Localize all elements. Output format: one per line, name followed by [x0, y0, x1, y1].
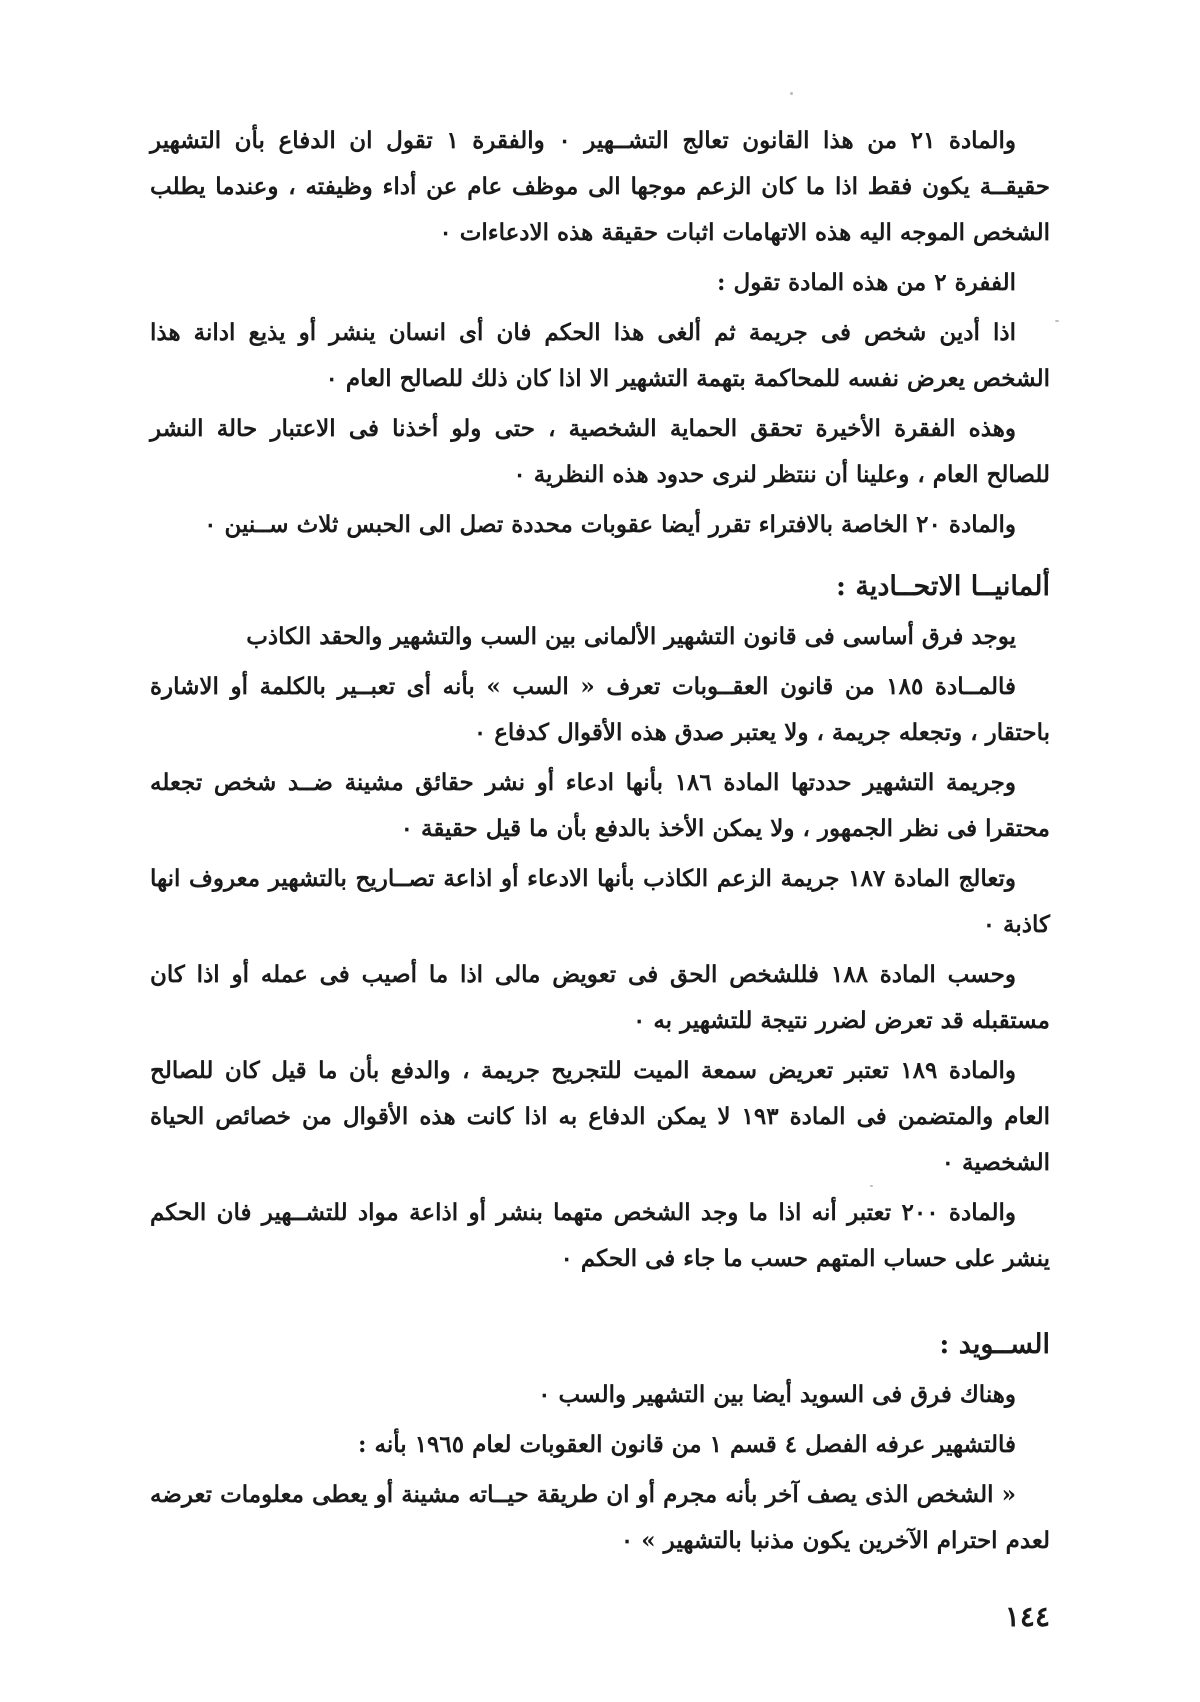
paragraph-german-law-intro: يوجد فرق أساسى فى قانون التشهير الألمانى بين السب والتشهير والحقد الكاذب — [246, 623, 1016, 650]
paragraph-article-188: وحسب المادة ١٨٨ فللشخص الحق فى تعويض مالى اذا ما أصيب فى عمله أو اذا كان مستقبله قد تعرض لضرر نتيجة للتشهير به ٠ — [150, 961, 1050, 1034]
paragraph-article-200: والمادة ٢٠٠ تعتبر أنه اذا ما وجد الشخص متهما بنشر أو اذاعة مواد للتشــهير فان الحكم ينشر على حساب المتهم حسب ما جاء فى الحكم ٠ — [150, 1199, 1050, 1272]
heading-sweden: الســويد : — [939, 1329, 1050, 1360]
scan-speck — [870, 1185, 873, 1187]
paragraph-article-20: والمادة ٢٠ الخاصة بالافتراء تقرر أيضا عقوبات محددة تصل الى الحبس ثلاث ســنين ٠ — [204, 511, 1016, 538]
page-number: ١٤٤ — [1004, 1600, 1050, 1633]
paragraph-article-21: والمادة ٢١ من هذا القانون تعالج التشــهير ٠ والفقرة ١ تقول ان الدفاع بأن التشهير حقيقــة يكون فقط اذا ما كان الزعم موجها الى موظف عام عن أداء وظيفته ، وعندما يطلب الشخص الموجه اليه هذه الاتهامات اثبات حقيقة هذه الادعاءات ٠ — [150, 127, 1050, 246]
paragraph-sweden-definition: فالتشهير عرفه الفصل ٤ قسم ١ من قانون العقوبات لعام ١٩٦٥ بأنه : — [358, 1431, 1016, 1458]
document-page — [150, 118, 1050, 1568]
paragraph-personal-protection: وهذه الفقرة الأخيرة تحقق الحماية الشخصية ، حتى ولو أخذنا فى الاعتبار حالة النشر للصالح العام ، وعلينا أن ننتظر لنرى حدود هذه النظرية ٠ — [150, 415, 1050, 488]
paragraph-sweden-intro: وهناك فرق فى السويد أيضا بين التشهير والسب ٠ — [538, 1381, 1016, 1408]
paragraph-article-189: والمادة ١٨٩ تعتبر تعريض سمعة الميت للتجريح جريمة ، والدفع بأن ما قيل كان للصالح العام والمتضمن فى المادة ١٩٣ لا يمكن الدفاع به اذا كانت هذه الأقوال من خصائص الحياة الشخصية ٠ — [150, 1057, 1050, 1176]
heading-germany: ألمانيــا الاتحــادية : — [836, 571, 1050, 602]
scan-speck — [1055, 320, 1059, 322]
paragraph-article-187: وتعالج المادة ١٨٧ جريمة الزعم الكاذب بأنها الادعاء أو اذاعة تصــاريح بالتشهير معروف انها كاذبة ٠ — [150, 865, 1050, 938]
paragraph-clause-2-text: اذا أدين شخص فى جريمة ثم ألغى هذا الحكم فان أى انسان ينشر أو يذيع ادانة هذا الشخص يعرض نفسه للمحاكمة بتهمة التشهير الا اذا كان ذلك للصالح العام ٠ — [150, 319, 1050, 392]
paragraph-sweden-quote: « الشخص الذى يصف آخر بأنه مجرم أو ان طريقة حيــاته مشينة أو يعطى معلومات تعرضه لعدم احترام الآخرين يكون مذنبا بالتشهير » ٠ — [150, 1481, 1050, 1554]
paragraph-clause-2-intro: الففرة ٢ من هذه المادة تقول : — [716, 269, 1016, 296]
paragraph-article-185: فالمــادة ١٨٥ من قانون العقــوبات تعرف « السب » بأنه أى تعبــير بالكلمة أو الاشارة باحتقار ، وتجعله جريمة ، ولا يعتبر صدق هذه الأقوال كدفاع ٠ — [150, 673, 1050, 746]
scan-speck — [790, 92, 793, 95]
paragraph-article-186: وجريمة التشهير حددتها المادة ١٨٦ بأنها ادعاء أو نشر حقائق مشينة ضــد شخص تجعله محتقرا فى نظر الجمهور ، ولا يمكن الأخذ بالدفع بأن ما قيل حقيقة ٠ — [150, 769, 1050, 842]
